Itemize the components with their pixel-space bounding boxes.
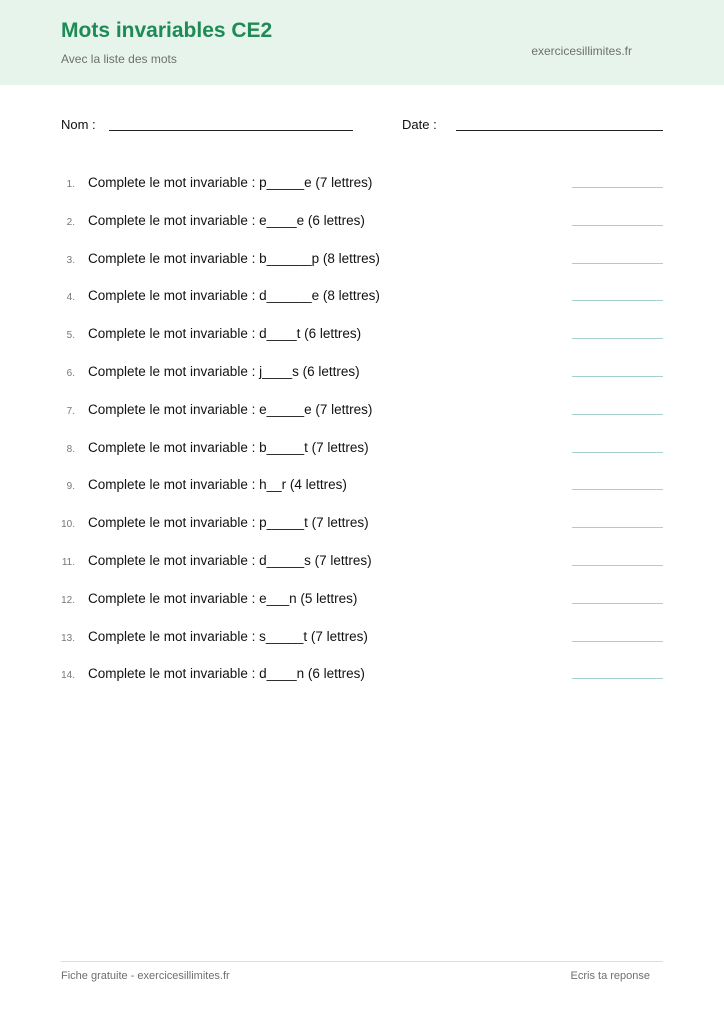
answer-line[interactable] bbox=[572, 641, 663, 642]
answer-line[interactable] bbox=[572, 414, 663, 415]
date-field-line[interactable] bbox=[456, 130, 663, 131]
exercise-number: 4. bbox=[66, 292, 75, 304]
footer-instruction: Ecris ta reponse bbox=[570, 970, 650, 982]
footer-credit: Fiche gratuite - exercicesillimites.fr bbox=[61, 970, 230, 982]
exercise-item bbox=[0, 475, 724, 499]
exercise-number: 14. bbox=[61, 670, 75, 682]
answer-line[interactable] bbox=[572, 263, 663, 264]
exercise-item bbox=[0, 551, 724, 575]
exercise-item bbox=[0, 400, 724, 424]
exercise-question: Complete le mot invariable : s_____t (7 lettres) bbox=[88, 628, 368, 644]
exercise-number: 8. bbox=[66, 443, 75, 455]
exercise-number: 9. bbox=[66, 481, 75, 493]
exercise-item bbox=[0, 513, 724, 537]
exercise-question: Complete le mot invariable : d_____s (7 lettres) bbox=[88, 553, 372, 568]
exercise-item bbox=[0, 211, 724, 235]
exercise-number: 7. bbox=[66, 405, 75, 417]
exercise-item bbox=[0, 324, 724, 348]
exercise-question: Complete le mot invariable : b_____t (7 lettres) bbox=[88, 439, 369, 455]
answer-line[interactable] bbox=[572, 187, 663, 188]
name-field-line[interactable] bbox=[109, 130, 353, 131]
answer-line[interactable] bbox=[572, 565, 663, 566]
exercise-item bbox=[0, 173, 724, 197]
exercise-item bbox=[0, 627, 724, 651]
exercise-question: Complete le mot invariable : e____e (6 lettres) bbox=[88, 212, 365, 228]
exercise-item bbox=[0, 362, 724, 386]
exercise-question: Complete le mot invariable : p_____e (7 lettres) bbox=[88, 175, 373, 190]
exercise-question: Complete le mot invariable : e___n (5 lettres) bbox=[88, 590, 358, 606]
answer-line[interactable] bbox=[572, 300, 663, 301]
exercise-question: Complete le mot invariable : e_____e (7 lettres) bbox=[88, 401, 373, 417]
answer-line[interactable] bbox=[572, 376, 663, 377]
footer-divider bbox=[61, 961, 663, 962]
exercise-number: 1. bbox=[66, 179, 75, 190]
exercise-question: Complete le mot invariable : d____n (6 lettres) bbox=[88, 666, 365, 682]
exercise-item bbox=[0, 438, 724, 462]
exercise-question: Complete le mot invariable : d______e (8 lettres) bbox=[88, 288, 380, 304]
name-label: Nom : bbox=[61, 117, 96, 132]
answer-line[interactable] bbox=[572, 338, 663, 339]
exercise-number: 11. bbox=[61, 557, 75, 568]
exercise-item bbox=[0, 589, 724, 613]
exercise-number: 12. bbox=[61, 594, 75, 606]
exercise-question: Complete le mot invariable : d____t (6 lettres) bbox=[88, 326, 362, 342]
page-subtitle: Avec la liste des mots bbox=[61, 52, 177, 66]
exercise-number: 3. bbox=[66, 254, 75, 266]
exercise-number: 13. bbox=[61, 632, 75, 644]
exercise-item bbox=[0, 249, 724, 273]
site-name: exercicesillimites.fr bbox=[531, 44, 632, 58]
answer-line[interactable] bbox=[572, 527, 663, 528]
exercise-question: Complete le mot invariable : p_____t (7 lettres) bbox=[88, 515, 369, 531]
exercise-number: 5. bbox=[66, 330, 75, 342]
answer-line[interactable] bbox=[572, 452, 663, 453]
exercise-question: Complete le mot invariable : h__r (4 lettres) bbox=[88, 477, 347, 493]
answer-line[interactable] bbox=[572, 678, 663, 679]
exercise-item bbox=[0, 664, 724, 688]
header-banner bbox=[0, 0, 724, 85]
exercise-question: Complete le mot invariable : j____s (6 lettres) bbox=[88, 364, 360, 379]
date-label: Date : bbox=[402, 117, 437, 132]
answer-line[interactable] bbox=[572, 489, 663, 490]
exercise-question: Complete le mot invariable : b______p (8 lettres) bbox=[88, 250, 380, 266]
page-title: Mots invariables CE2 bbox=[61, 19, 273, 42]
exercise-item bbox=[0, 286, 724, 310]
exercise-number: 2. bbox=[66, 216, 75, 228]
exercise-number: 6. bbox=[66, 368, 75, 379]
exercise-number: 10. bbox=[61, 519, 75, 531]
answer-line[interactable] bbox=[572, 603, 663, 604]
answer-line[interactable] bbox=[572, 225, 663, 226]
